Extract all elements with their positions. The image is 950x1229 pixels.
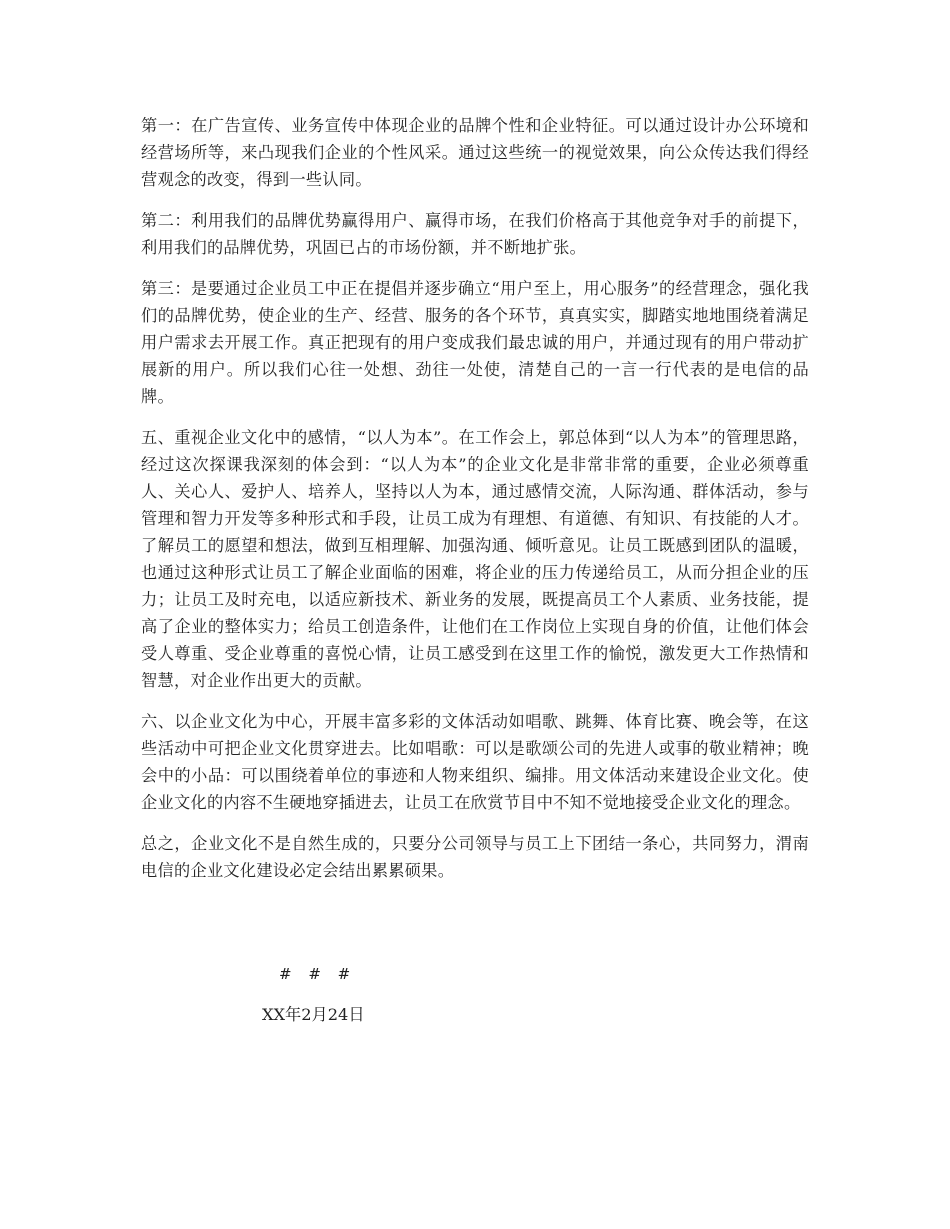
document-date: XX年2月24日 bbox=[262, 1005, 365, 1024]
document-body bbox=[141, 112, 809, 898]
paragraph-brand-advantage: 第二：利用我们的品牌优势赢得用户、赢得市场，在我们价格高于其他竞争对手的前提下，利用我们的品牌优势，巩固已占的市场份额，并不断地扩张。 bbox=[141, 211, 809, 257]
paragraph-service-philosophy: 第三：是要通过企业员工中正在提倡并逐步确立“用户至上，用心服务”的经营理念，强化我们的品牌优势，使企业的生产、经营、服务的各个环节，真真实实，脚踏实地地围绕着满足用户需求去开展工作。真正把现有的用户变成我们最忠诚的用户，并通过现有的用户带动扩展新的用户。所以我们心往一处想、劲往一处使，清楚自己的一言一行代表的是电信的品牌。 bbox=[141, 279, 809, 406]
paragraph-brand-personality: 第一：在广告宣传、业务宣传中体现企业的品牌个性和企业特征。可以通过设计办公环境和经营场所等，来凸现我们企业的个性风采。通过这些统一的视觉效果，向公众传达我们得经营观念的改变，得到一些认同。 bbox=[141, 116, 809, 189]
paragraph-cultural-activities: 六、以企业文化为中心，开展丰富多彩的文体活动如唱歌、跳舞、体育比赛、晚会等，在这些活动中可把企业文化贯穿进去。比如唱歌：可以是歌颂公司的先进人或事的敬业精神；晚会中的小品：可以围绕着单位的事迹和人物来组织、编排。用文体活动来建设企业文化。使企业文化的内容不生硬地穿插进去，让员工在欣赏节目中不知不觉地接受企业文化的理念。 bbox=[141, 712, 809, 812]
closing-mark: # # # bbox=[279, 965, 357, 983]
paragraph-conclusion: 总之，企业文化不是自然生成的，只要分公司领导与员工上下团结一条心，共同努力，渭南电信的企业文化建设必定会结出累累硕果。 bbox=[141, 834, 809, 880]
paragraph-people-oriented: 五、重视企业文化中的感情，“以人为本”。在工作会上，郭总体到“以人为本”的管理思路，经过这次探课我深刻的体会到：“以人为本”的企业文化是非常非常的重要，企业必须尊重人、关心人、爱护人、培养人，坚持以人为本，通过感情交流，人际沟通、群体活动，参与管理和智力开发等多种形式和手段，让员工成为有理想、有道德、有知识、有技能的人才。了解员工的愿望和想法，做到互相理解、加强沟通、倾听意见。让员工既感到团队的温暖，也通过这种形式让员工了解企业面临的困难，将企业的压力传递给员工，从而分担企业的压力；让员工及时充电，以适应新技术、新业务的发展，既提高员工个人素质、业务技能，提高了企业的整体实力；给员工创造条件，让他们在工作岗位上实现自身的价值，让他们体会受人尊重、受企业尊重的喜悦心情，让员工感受到在这里工作的愉悦，激发更大工作热情和智慧，对企业作出更大的贡献。 bbox=[141, 428, 809, 690]
